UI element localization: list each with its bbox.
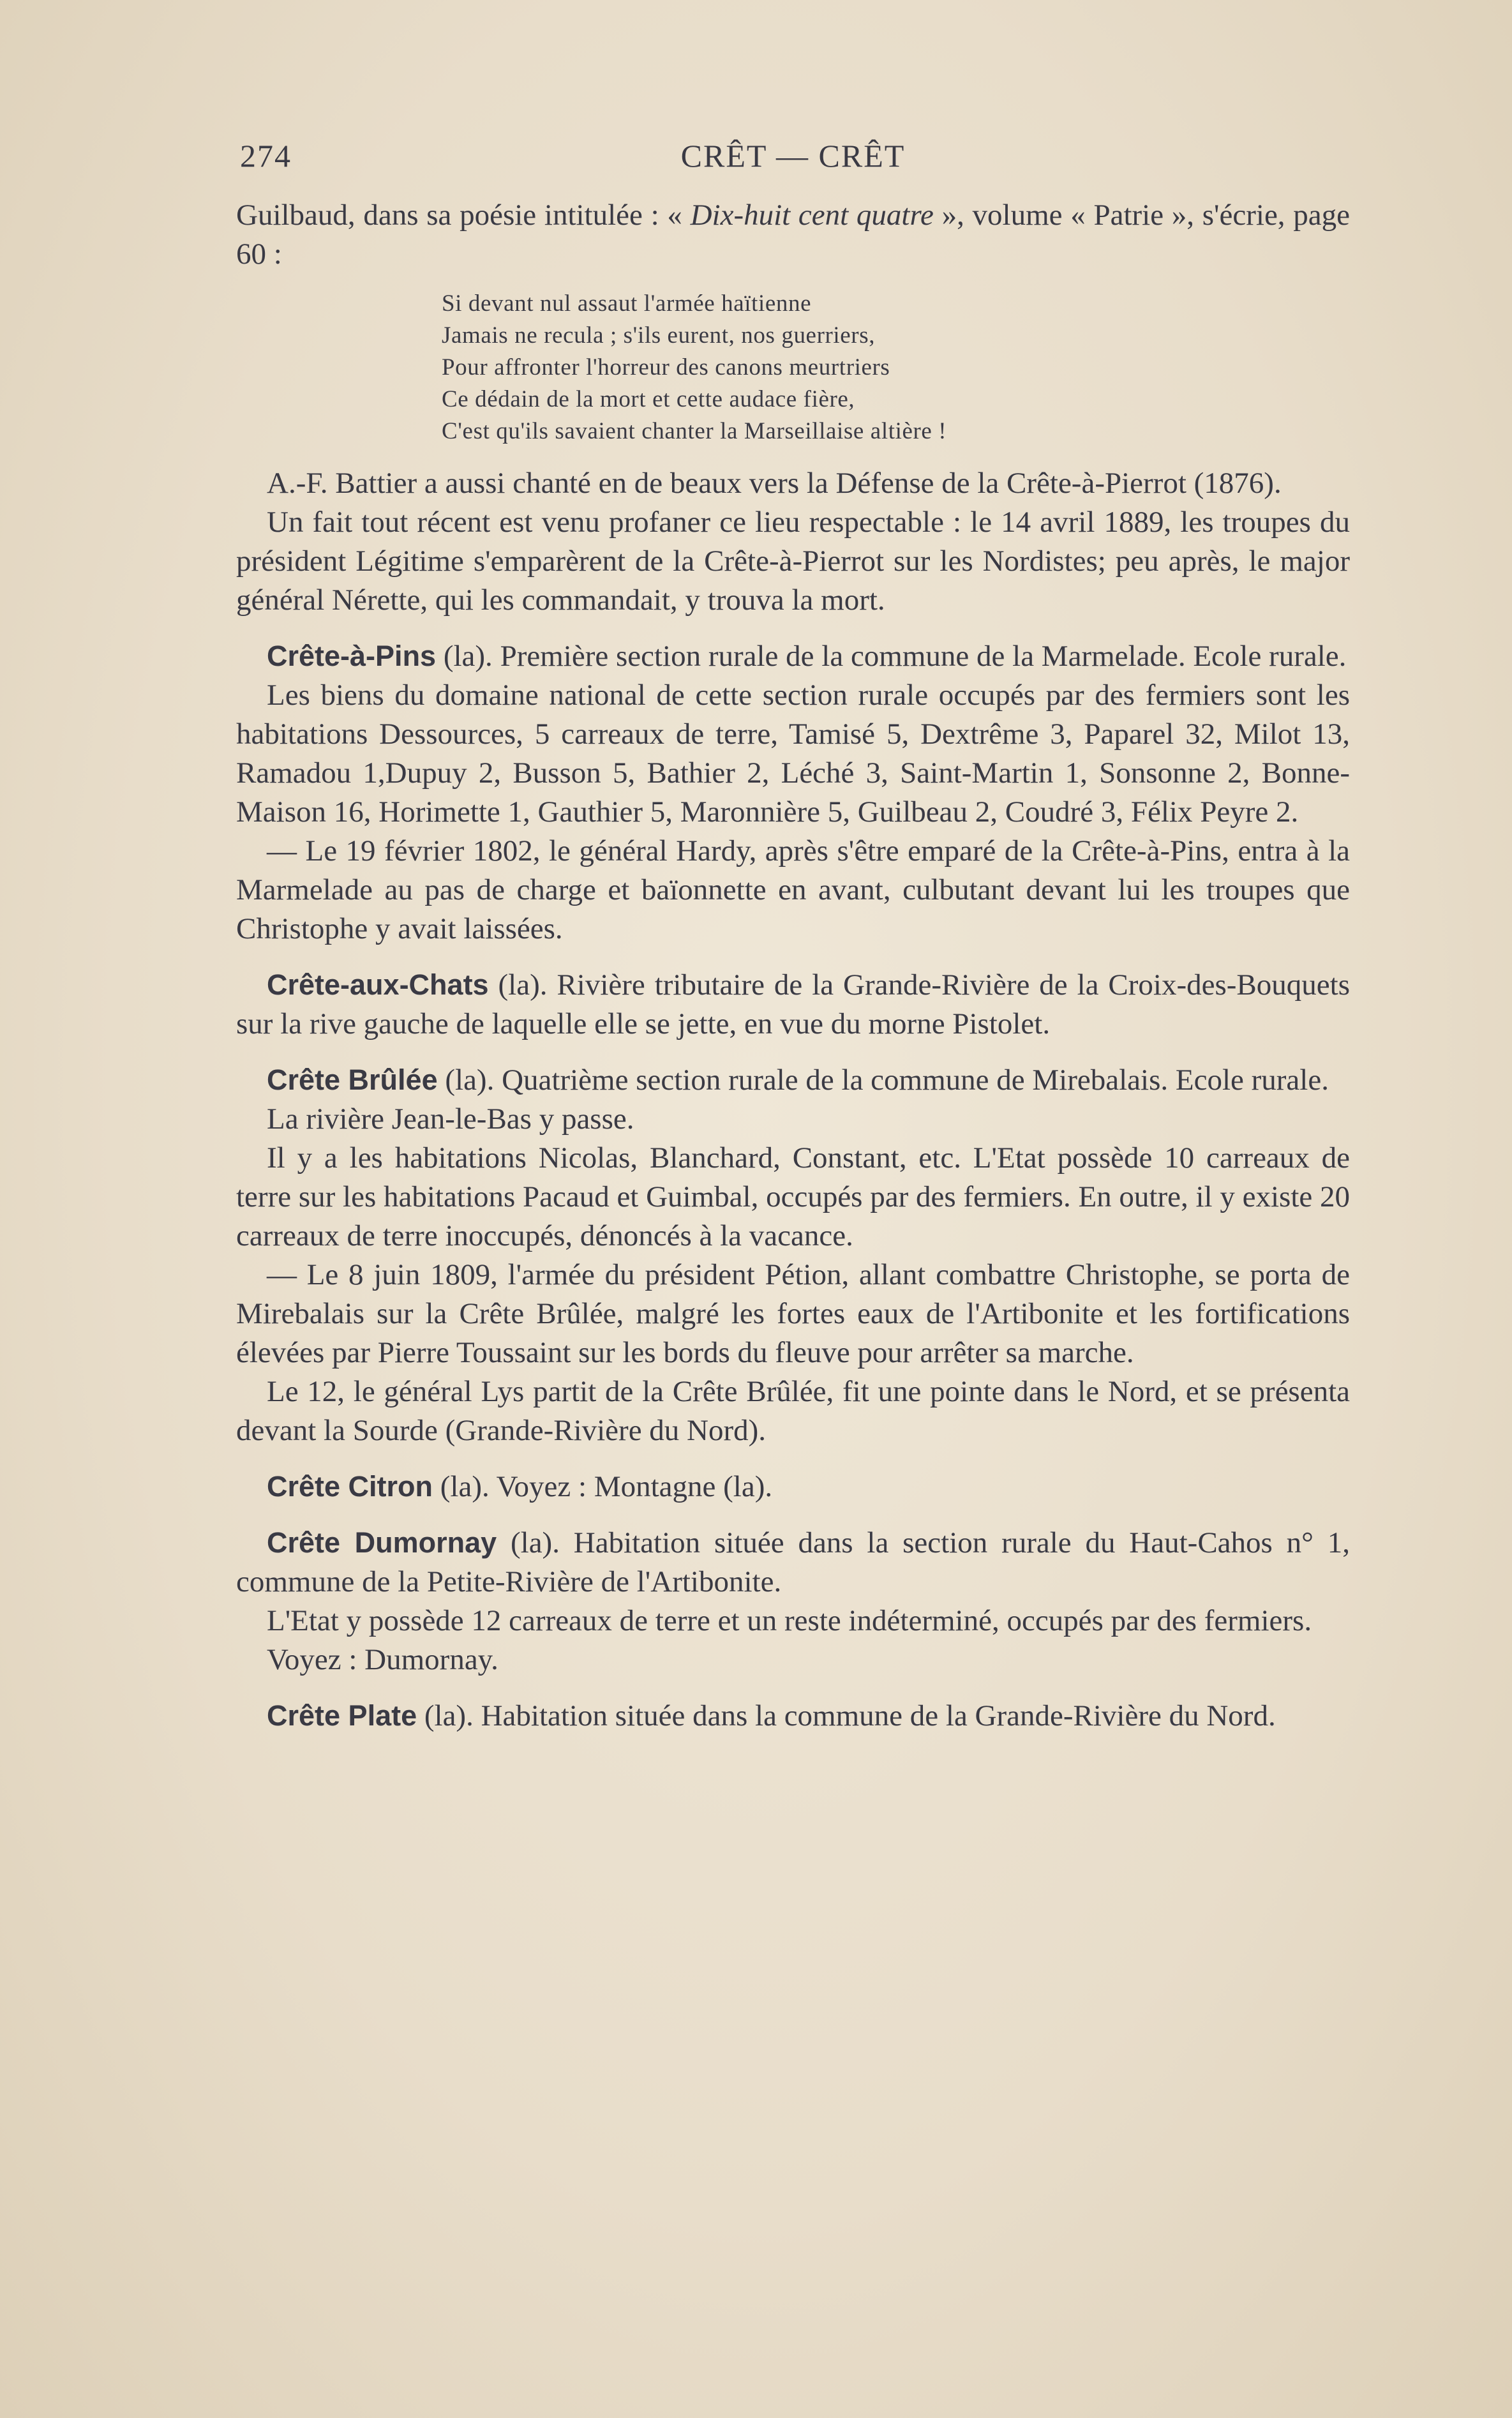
dictionary-entry: Crête-aux-Chats (la). Rivière tributaire de la Grande-Rivière de la Croix-des-Bouquets sur la rive gauche de laquelle elle se jette, en vue du morne Pistolet. [236,968,1350,1040]
dictionary-entry: Crête-à-Pins (la). Première section rurale de la commune de la Marmelade. Ecole rurale. [267,640,1347,673]
paragraph: La rivière Jean-le-Bas y passe. [267,1102,634,1136]
verse-line: C'est qu'ils savaient chanter la Marseillaise altière ! [442,418,947,444]
paragraph: Les biens du domaine national de cette section rurale occupés par des fermiers sont les habitations Dessources, 5 carreaux de terre, Tamisé 5, Dextrême 3, Paparel 32, Milot 13, Ramadou 1,Dupuy 2, Busson 5, Bathier 2, Léché 3, Saint-Martin 1, Sonsonne 2, Bonne-Maison 16, Horimette 1, Gauthier 5, Maronnière 5, Guilbeau 2, Coudré 3, Félix Peyre 2. [236,679,1350,829]
dictionary-entry: Crête Plate (la). Habitation située dans la commune de la Grande-Rivière du Nord. [267,1699,1276,1732]
entry-headword: Crête Citron [267,1470,433,1503]
running-head [236,137,1350,182]
entry-headword: Crête-à-Pins [267,640,437,672]
page-number: 274 [240,138,292,174]
entry-text: Habitation située dans la commune de la Grande-Rivière du Nord. [481,1699,1276,1732]
verse-line: Ce dédain de la mort et cette audace fière, [442,386,855,412]
header-title: CRÊT — CRÊT [680,138,906,174]
paragraph: Un fait tout récent est venu profaner ce lieu respectable : le 14 avril 1889, les troupes du président Légitime s'emparèrent de la Crête-à-Pierrot sur les Nordistes; peu après, le major général Nérette, qui les commandait, y trouva la mort. [236,506,1350,617]
paragraph: — Le 19 février 1802, le général Hardy, après s'être emparé de la Crête-à-Pins, entra à la Marmelade au pas de charge et baïonnette en avant, culbutant devant lui les troupes que Christophe y avait laissées. [236,834,1350,945]
paragraph: Le 12, le général Lys partit de la Crête Brûlée, fit une pointe dans le Nord, et se présenta devant la Sourde (Grande-Rivière du Nord). [236,1375,1350,1447]
dictionary-entry: Crête Dumornay (la). Habitation située dans la section rurale du Haut-Cahos n° 1, commune de la Petite-Rivière de l'Artibonite. [236,1526,1350,1598]
book-page [236,137,1350,1736]
paragraph: — Le 8 juin 1809, l'armée du président Pétion, allant combattre Christophe, se porta de Mirebalais sur la Crête Brûlée, malgré les fortes eaux de l'Artibonite et les fortifications élevées par Pierre Toussaint sur les bords du fleuve pour arrêter sa marche. [236,1258,1350,1369]
intro-paragraph: Guilbaud, dans sa poésie intitulée : « Dix-huit cent quatre », volume « Patrie », s'écrie, page 60 : [236,199,1350,271]
entry-headword: Crête-aux-Chats [267,968,489,1001]
verse-quotation [442,288,1350,447]
paragraph: A.-F. Battier a aussi chanté en de beaux vers la Défense de la Crête-à-Pierrot (1876). [267,467,1282,500]
paragraph: Voyez : Dumornay. [267,1643,498,1676]
verse-line: Pour affronter l'horreur des canons meurtriers [442,354,890,380]
entry-headword: Crête Dumornay [267,1526,497,1559]
paragraph: L'Etat y possède 12 carreaux de terre et un reste indéterminé, occupés par des fermiers. [267,1604,1312,1637]
entry-headword: Crête Brûlée [267,1063,438,1096]
entry-text: Quatrième section rurale de la commune de Mirebalais. Ecole rurale. [502,1063,1329,1097]
poem-title: Dix-huit cent quatre [690,199,934,232]
dictionary-entry: Crête Brûlée (la). Quatrième section rurale de la commune de Mirebalais. Ecole rurale. [267,1063,1329,1097]
paragraph: Il y a les habitations Nicolas, Blanchard, Constant, etc. L'Etat possède 10 carreaux de terre sur les habitations Pacaud et Guimbal, occupés par des fermiers. En outre, il y existe 20 carreaux de terre inoccupés, dénoncés à la vacance. [236,1141,1350,1252]
entry-text: Voyez : Montagne (la). [496,1470,773,1503]
dictionary-entry: Crête Citron (la). Voyez : Montagne (la). [267,1470,773,1503]
entry-headword: Crête Plate [267,1699,417,1732]
verse-line: Jamais ne recula ; s'ils eurent, nos guerriers, [442,322,876,349]
verse-line: Si devant nul assaut l'armée haïtienne [442,290,812,317]
entry-text: Rivière tributaire de la Grande-Rivière de la Croix-des-Bouquets sur la rive gauche de laquelle elle se jette, en vue du morne Pistolet. [236,968,1350,1040]
entry-text: Première section rurale de la commune de la Marmelade. Ecole rurale. [500,640,1347,673]
entry-text: Habitation située dans la section rurale du Haut-Cahos n° 1, commune de la Petite-Rivière de l'Artibonite. [236,1526,1350,1598]
